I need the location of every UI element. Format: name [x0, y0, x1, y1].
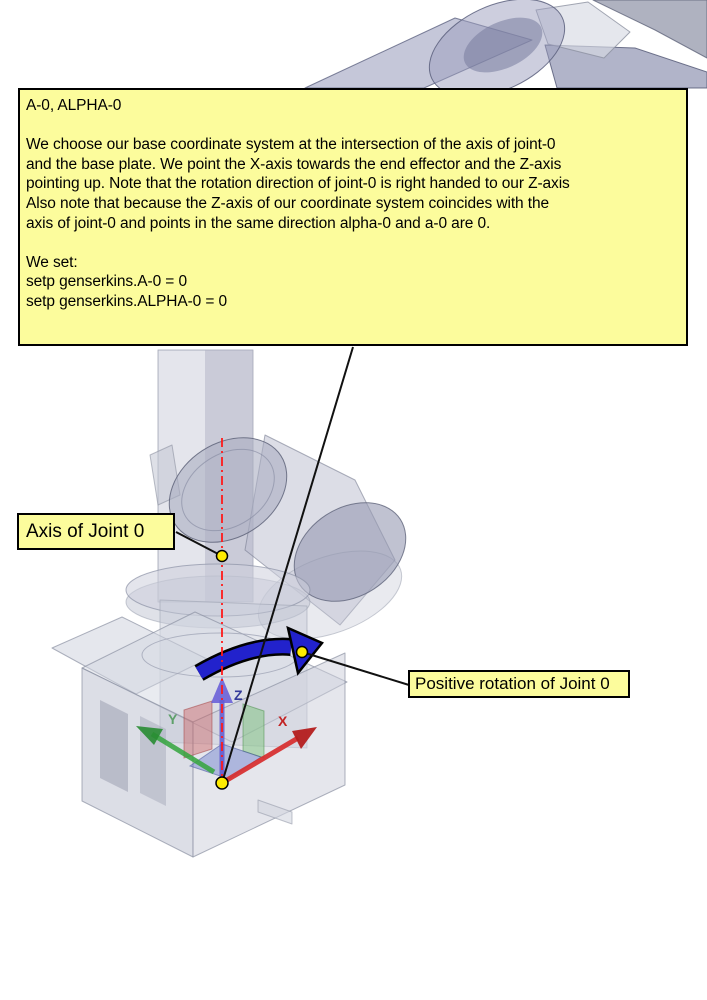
origin-point-marker: [216, 777, 228, 789]
note-line: [26, 116, 680, 136]
note-line: A-0, ALPHA-0: [26, 97, 122, 114]
rotation-point-marker: [297, 647, 308, 658]
note-line: axis of joint-0 and points in the same direction alpha-0 and a-0 are 0.: [26, 214, 491, 232]
x-axis-label: X: [278, 713, 288, 729]
note-line: setp genserkins.A-0 = 0: [26, 273, 187, 291]
note-line: pointing up. Note that the rotation direction of joint-0 is right handed to our Z-axis: [26, 175, 570, 193]
note-line: We choose our base coordinate system at the intersection of the axis of joint-0: [26, 136, 556, 154]
z-axis-label: Z: [234, 687, 243, 703]
note-line: We set:: [26, 253, 78, 271]
axis-point-marker: [217, 551, 228, 562]
y-axis-label: Y: [168, 711, 178, 727]
note-box: [18, 88, 688, 346]
note-line: Also note that because the Z-axis of our coordinate system coincides with the: [26, 194, 550, 212]
note-line: [26, 233, 680, 253]
note-line: setp genserkins.ALPHA-0 = 0: [26, 292, 228, 310]
note-line: and the base plate. We point the X-axis towards the end effector and the Z-axis: [26, 155, 562, 173]
axis-of-joint-label: Axis of Joint 0: [17, 513, 175, 550]
positive-rotation-label: Positive rotation of Joint 0: [408, 670, 630, 698]
